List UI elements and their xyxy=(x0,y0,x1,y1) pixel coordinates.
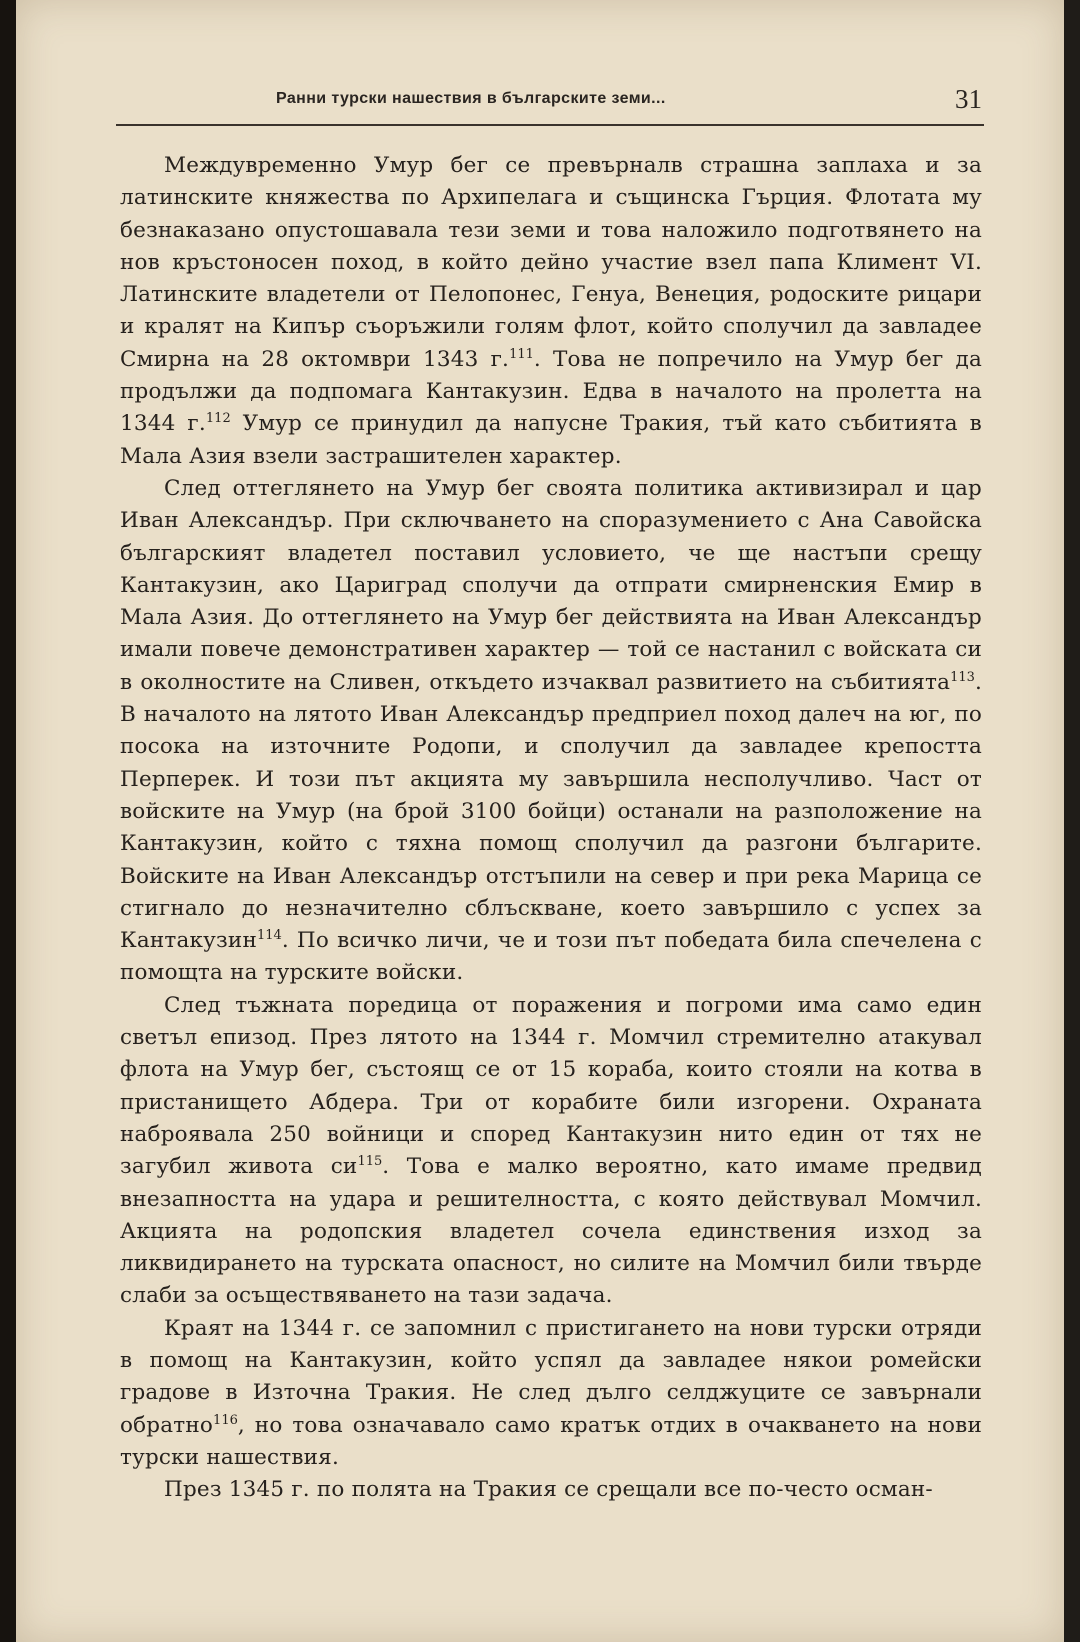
paragraph xyxy=(120,1474,982,1506)
paragraph xyxy=(120,1313,982,1474)
header-rule xyxy=(116,124,984,126)
footnote-marker: 115 xyxy=(357,1154,383,1170)
book-spine-shadow xyxy=(0,0,16,1642)
paragraph-text: , но това означавало само кратък отдих в очакването на нови турски нашествия. xyxy=(120,1412,982,1470)
paragraph-text: След тъжната поредица от поражения и погроми има само един светъл епизод. През лятото на 1344 г. Момчил стремително атакувал флота на Умур бег, състоящ се от 15 кораба, които стояли на котва в пристанището Абдера. Три от корабите били изгорени. Охраната наброявала 250 войници и според Кантакузин нито един от тях не загубил живота си xyxy=(120,992,982,1180)
running-title: Ранни турски нашествия в българските земи... xyxy=(276,90,666,107)
paragraph xyxy=(120,150,982,473)
paragraph-text: . В началото на лятото Иван Александър предприел поход далеч на юг, по посока на източните Родопи, и сполучил да завладее крепостта Перперек. И този път акцията му завършила несполучливо. Част от войските на Умур (на брой 3100 бойци) останали на разположение на Кантакузин, който с тяхна помощ сполучил да разгони българите. Войските на Иван Александър отстъпили на север и при река Марица се стигнало до незначително сблъскване, което завършило с успех за Кантакузин xyxy=(120,669,982,954)
paragraph-text: След оттеглянето на Умур бег своята политика активизирал и цар Иван Александър. При сключването на споразумението с Ана Савойска българският владетел поставил условието, че ще настъпи срещу Кантакузин, ако Цариград сполучи да отпрати смирненския Емир в Мала Азия. До оттеглянето на Умур бег действията на Иван Александър имали повече демонстративен характер — той се настанил с войската си в околностите на Сливен, откъдето изчаквал развитието на събитията xyxy=(120,475,982,695)
paragraph-text: Междувременно Умур бег се превърналв страшна заплаха и за латинските княжества по Архипелага и същинска Гърция. Флотата му безнаказано опустошавала тези земи и това наложило подготвянето на нов кръстоносен поход, в който дейно участие взел папа Климент VI. Латинските владетели от Пелопонес, Генуа, Венеция, родоските рицари и кралят на Кипър съоръжили голям флот, който сполучил да завладее Смирна на 28 октомври 1343 г. xyxy=(120,153,982,372)
paragraph xyxy=(120,473,982,990)
paragraph-text: През 1345 г. по полята на Тракия се срещали все по-често осман- xyxy=(164,1477,933,1503)
paragraph-text: . По всичко личи, че и този път победата била спечелена с помощта на турските войски. xyxy=(120,928,982,986)
footnote-marker: 113 xyxy=(950,669,975,685)
page-header xyxy=(116,84,984,120)
paragraph-text: . Това не попречило на Умур бег да продължи да подпомага Кантакузин. Едва в началото на пролетта на 1344 г. xyxy=(120,346,982,437)
body-text xyxy=(120,150,982,1506)
paragraph-text: Умур се принудил да напусне Тракия, тъй като събитията в Мала Азия взели застрашителен характер. xyxy=(120,411,982,469)
footnote-marker: 112 xyxy=(205,411,231,427)
page-number: 31 xyxy=(955,84,982,114)
footnote-marker: 114 xyxy=(256,927,282,943)
paragraph xyxy=(120,990,982,1313)
footnote-marker: 111 xyxy=(509,346,534,362)
footnote-marker: 116 xyxy=(213,1412,238,1428)
book-page xyxy=(16,0,1064,1642)
paragraph-text: Краят на 1344 г. се запомнил с пристигането на нови турски отряди в помощ на Кантакузин, който успял да завладее някои ромейски градове в Източна Тракия. Не след дълго селджуците се завърнали обратно xyxy=(120,1315,982,1438)
paragraph-text: . Това е малко вероятно, като имаме предвид внезапността на удара и решителността, с която действувал Момчил. Акцията на родопския владетел сочела единствения изход за ликвидирането на турската опасност, но силите на Момчил били твърде слаби за осъществяването на тази задача. xyxy=(120,1154,982,1309)
